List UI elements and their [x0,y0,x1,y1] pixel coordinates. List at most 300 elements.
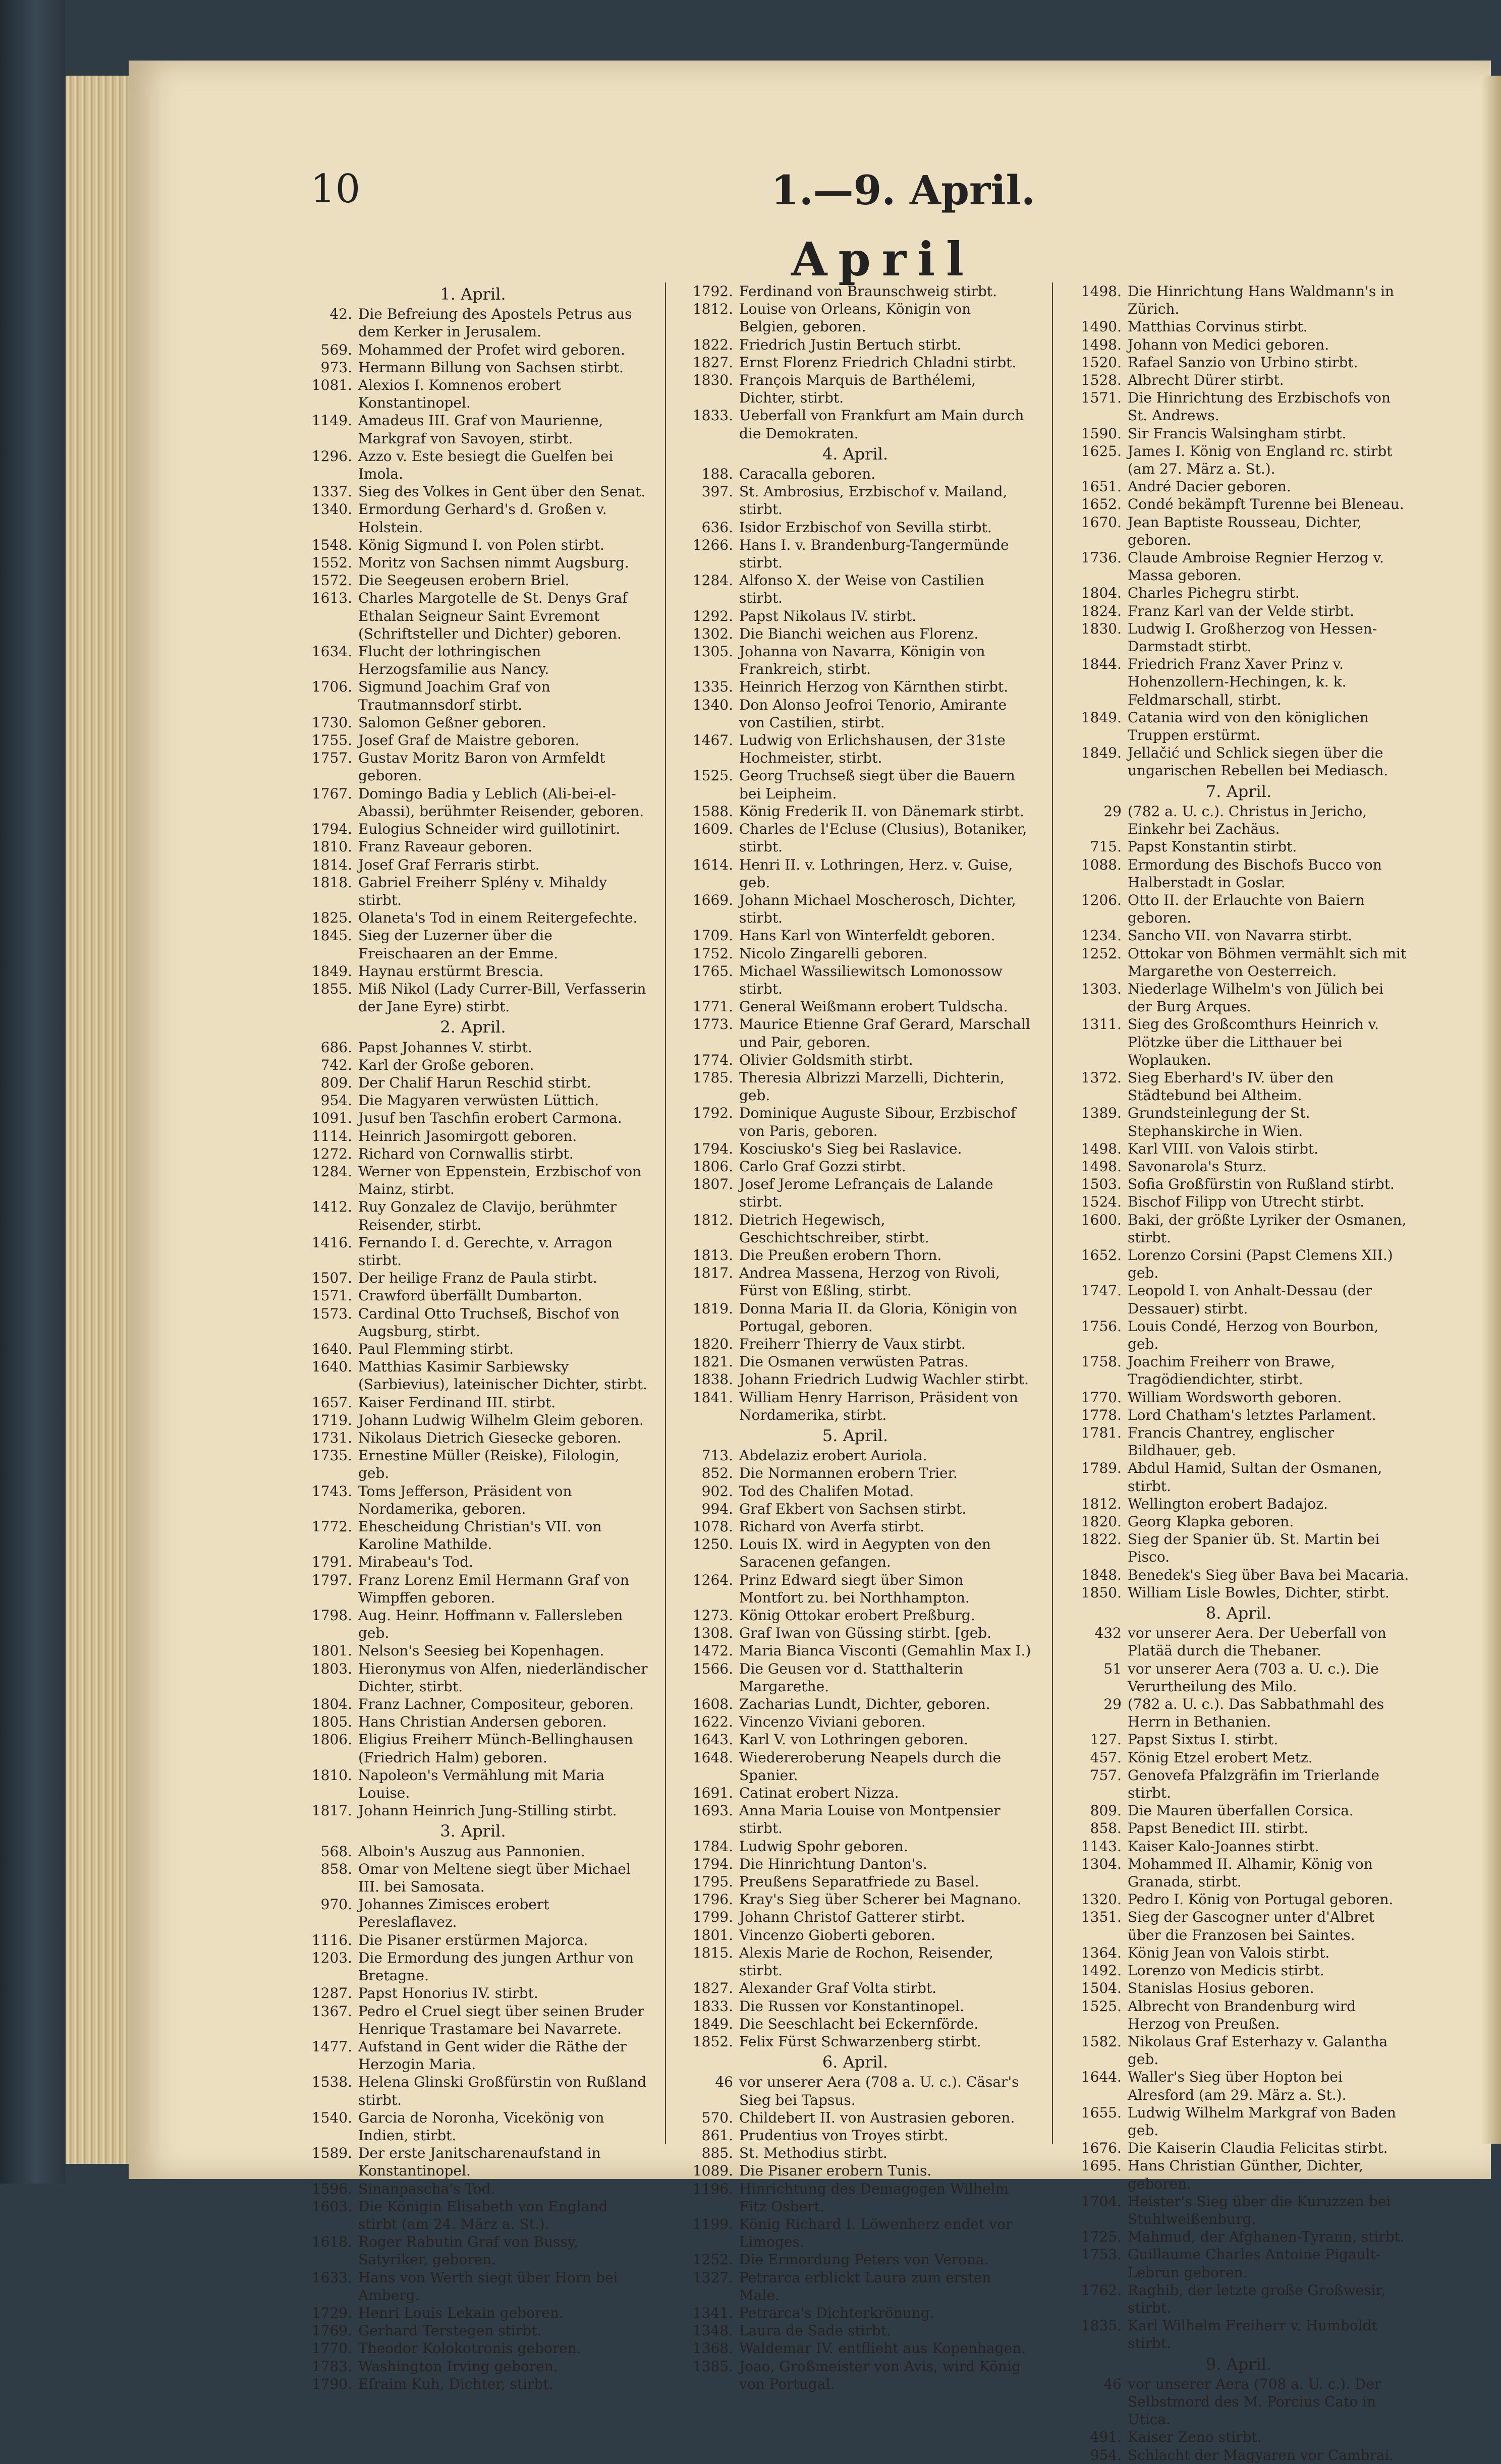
calendar-entry [1067,1282,1410,1317]
entry-year: 397. [701,483,733,500]
calendar-entry [298,1931,648,1949]
calendar-entry [298,1092,648,1109]
entry-text: Papst Nikolaus IV. stirbt. [739,607,917,624]
calendar-entry [298,1896,648,1931]
entry-year: 1833. [692,407,733,424]
entry-year: 1817. [692,1265,733,1282]
entry-text: Ermordung des Bischofs Bucco von Halberstadt in Goslar. [1128,856,1382,891]
calendar-entry [679,1335,1032,1353]
calendar-entry [679,1300,1032,1335]
calendar-entry [298,2109,648,2144]
entry-year: 1774. [692,1051,733,1068]
calendar-entry [298,341,648,359]
entry-text: Abdul Hamid, Sultan der Osmanen, stirbt. [1128,1460,1382,1495]
calendar-entry [679,2339,1032,2357]
entry-year: 1657. [311,1394,352,1411]
entry-text: Aug. Heinr. Hoffmann v. Fallersleben geb. [358,1607,623,1642]
entry-year: 1693. [692,1802,733,1819]
entry-text: Garcia de Noronha, Vicekönig von Indien, stirbt. [358,2109,604,2144]
calendar-entry [679,1607,1032,1624]
entry-year: 1305. [692,643,733,660]
entry-year: 1735. [311,1447,352,1464]
calendar-entry [679,891,1032,927]
entry-text: Hans I. v. Brandenburg-Tangermünde stirbt. [739,536,1009,571]
entry-text: Die Pisaner erobern Tunis. [739,2162,932,2180]
calendar-entry [298,2269,648,2304]
entry-text: Joachim Freiherr von Brawe, Tragödiendichter, stirbt. [1128,1353,1336,1388]
entry-year: 1765. [692,962,733,980]
entry-year: 1571. [311,1287,352,1304]
entry-text: Paul Flemming stirbt. [358,1340,514,1357]
entry-year: 1771. [692,998,733,1015]
entry-text: Louis IX. wird in Aegypten von den Saracenen gefangen. [739,1536,991,1571]
calendar-entry [298,1074,648,1092]
entry-year: 994. [701,1500,733,1517]
entry-text: Karl VIII. von Valois stirbt. [1128,1140,1319,1157]
calendar-entry [1067,2317,1410,2352]
calendar-entry [1067,2157,1410,2192]
entry-text: Wiedereroberung Neapels durch die Spanier. [739,1749,1002,1784]
calendar-entry [679,1264,1032,1299]
entry-text: Hermann Billung von Sachsen stirbt. [358,359,624,376]
entry-year: 1819. [692,1300,733,1317]
entry-year: 1634. [311,643,352,660]
calendar-entry [679,1069,1032,1104]
calendar-entry [1067,1193,1410,1211]
entry-text: Theresia Albrizzi Marzelli, Dichterin, geb. [739,1069,1005,1104]
entry-year: 1472. [692,1642,733,1659]
entry-year: 1335. [692,678,733,696]
calendar-entry [1067,980,1410,1015]
calendar-entry [298,1553,648,1571]
calendar-entry [298,1713,648,1731]
entry-year: 1822. [1081,1531,1122,1548]
entry-text: Alboin's Auszug aus Pannonien. [358,1843,585,1860]
entry-text: Papst Johannes V. stirbt. [358,1039,532,1056]
entry-year: 1729. [311,2304,352,2321]
entry-text: Freiherr Thierry de Vaux stirbt. [739,1335,966,1352]
entry-year: 1852. [692,2033,733,2050]
entry-text: Catinat erobert Nizza. [739,1785,899,1802]
calendar-entry [298,749,648,784]
calendar-entry [298,1039,648,1056]
entry-year: 1818. [311,874,352,891]
calendar-entry [679,1500,1032,1518]
calendar-entry [298,962,648,980]
calendar-entry [298,1429,648,1447]
calendar-entry [298,714,648,731]
calendar-entry [1067,744,1410,779]
calendar-entry [298,820,648,838]
column-1 [298,282,648,2393]
calendar-entry [679,1624,1032,1642]
entry-year: 1566. [692,1660,733,1677]
calendar-entry [1067,1838,1410,1855]
entry-text: Gerhard Terstegen stirbt. [358,2322,542,2339]
entry-text: Der heilige Franz de Paula stirbt. [358,1270,597,1287]
entry-year: 1849. [1081,744,1122,762]
entry-text: Bischof Filipp von Utrecht stirbt. [1128,1193,1365,1211]
entry-text: Ludwig Wilhelm Markgraf von Baden geb. [1128,2104,1396,2139]
calendar-entry [298,571,648,589]
entry-text: Sinanpascha's Tod. [358,2180,495,2197]
calendar-entry [1067,1158,1410,1175]
entry-text: Johann Ludwig Wilhelm Gleim geboren. [358,1411,644,1428]
calendar-entry [1067,354,1410,371]
entry-year: 1498. [1081,336,1122,353]
entry-text: Condé bekämpft Turenne bei Bleneau. [1128,496,1404,513]
entry-year: 1327. [692,2269,733,2286]
calendar-entry [298,1731,648,1766]
calendar-entry [298,856,648,874]
entry-text: Pedro el Cruel siegt über seinen Bruder Henrique Trastamare bei Navarrete. [358,2002,644,2037]
entry-text: Ermordung Gerhard's d. Großen v. Holstein. [358,501,607,536]
entry-text: Johann Christof Gatterer stirbt. [739,1909,965,1926]
calendar-entry [1067,2193,1410,2228]
entry-text: William Wordsworth geboren. [1128,1389,1342,1406]
entry-text: König Etzel erobert Metz. [1128,1749,1313,1766]
entry-year: 1272. [311,1145,352,1162]
calendar-entry [1067,602,1410,620]
calendar-entry [679,1211,1032,1246]
entry-text: Childebert II. von Austrasien geboren. [739,2109,1015,2126]
entry-text: Roger Rabutin Graf von Bussy, Satyriker, geboren. [358,2233,578,2268]
calendar-entry [679,607,1032,625]
calendar-entry [1067,1175,1410,1193]
calendar-entry [298,1394,648,1411]
entry-text: Benedek's Sieg über Bava bei Macaria. [1128,1566,1409,1583]
entry-text: Alfonso X. der Weise von Castilien stirbt. [739,572,984,607]
entry-year: 1849. [311,962,352,980]
entry-text: Amadeus III. Graf von Maurienne, Markgraf von Savoyen, stirbt. [358,412,603,447]
calendar-entry [679,767,1032,802]
calendar-entry [298,2233,648,2268]
entry-text: vor unserer Aera (708 a. U. c.). Cäsar's Sieg bei Tapsus. [739,2074,1019,2108]
entry-year: 1596. [311,2180,352,2197]
entry-year: 1770. [311,2340,352,2357]
calendar-entry [679,1802,1032,1837]
entry-year: 1250. [692,1536,733,1553]
entry-year: 1817. [311,1802,352,1819]
entry-year: 1652. [1081,1246,1122,1264]
calendar-entry [298,1198,648,1233]
calendar-entry [1067,1962,1410,1979]
entry-text: Tod des Chalifen Motad. [739,1482,914,1500]
entry-text: Crawford überfällt Dumbarton. [358,1287,583,1304]
entry-text: Hans Christian Günther, Dichter, geboren. [1128,2157,1363,2192]
entry-text: König Frederik II. von Dänemark stirbt. [739,803,1024,820]
calendar-entry [298,1518,648,1553]
entry-year: 1507. [311,1270,352,1287]
calendar-entry [679,1660,1032,1695]
entry-text: König Jean von Valois stirbt. [1128,1944,1330,1961]
entry-text: Dietrich Hegewisch, Geschichtschreiber, stirbt. [739,1211,929,1246]
entry-text: Donna Maria II. da Gloria, Königin von Portugal, geboren. [739,1300,1018,1335]
entry-text: St. Methodius stirbt. [739,2145,887,2162]
entry-year: 852. [701,1465,733,1482]
entry-text: Die Ermordung Peters von Verona. [739,2251,989,2268]
entry-year: 1081. [311,377,352,394]
entry-text: Salomon Geßner geboren. [358,714,546,731]
calendar-entry [298,1802,648,1819]
entry-year: 1822. [692,336,733,353]
calendar-entry [298,2322,648,2339]
entry-text: Die Seeschlacht bei Eckernförde. [739,2015,979,2032]
calendar-entry [1067,371,1410,389]
entry-year: 1538. [311,2074,352,2091]
calendar-entry [1067,1819,1410,1837]
entry-year: 1785. [692,1069,733,1086]
entry-text: Die Osmanen verwüsten Patras. [739,1353,969,1370]
calendar-entry [679,1175,1032,1211]
calendar-entry [1067,1695,1410,1731]
calendar-entry [298,483,648,500]
entry-text: Andrea Massena, Herzog von Rivoli, Fürst von Eßling, stirbt. [739,1265,1000,1299]
entry-text: Olivier Goldsmith stirbt. [739,1051,913,1068]
entry-text: Stanislas Hosius geboren. [1128,1980,1314,1997]
entry-text: Eligius Freiherr Münch-Bellinghausen (Friedrich Halm) geboren. [358,1731,633,1766]
entry-text: Leopold I. von Anhalt-Dessau (der Dessauer) stirbt. [1128,1282,1372,1317]
entry-text: Vincenzo Viviani geboren. [739,1713,926,1731]
entry-year: 1416. [311,1234,352,1251]
entry-text: Heinrich Jasomirgott geboren. [358,1127,577,1144]
entry-year: 1825. [311,909,352,927]
entry-year: 29 [1103,803,1122,820]
entry-text: Sieg der Spanier üb. St. Martin bei Pisco. [1128,1531,1380,1566]
entry-year: 188. [701,466,733,483]
calendar-entry [298,536,648,554]
calendar-entry [298,447,648,483]
entry-year: 1704. [1081,2193,1122,2210]
calendar-entry [298,731,648,749]
entry-year: 858. [320,1860,352,1877]
column-rule [665,282,666,2144]
calendar-entry [1067,927,1410,944]
calendar-entry [679,1873,1032,1890]
entry-year: 1835. [1081,2317,1122,2334]
entry-text: Preußens Separatfriede zu Basel. [739,1873,979,1890]
entry-text: König Ottokar erobert Preßburg. [739,1607,975,1624]
entry-year: 1572. [311,572,352,589]
calendar-entry [679,1784,1032,1802]
calendar-entry [1067,1211,1410,1246]
entry-year: 1503. [1081,1176,1122,1193]
entry-text: Joao, Großmeister von Avis, wird König von Portugal. [739,2358,1021,2392]
entry-year: 1552. [311,554,352,571]
entry-year: 1772. [311,1518,352,1535]
calendar-entry [1067,2228,1410,2246]
calendar-entry [1067,1749,1410,1766]
entry-year: 1767. [311,785,352,802]
entry-year: 1234. [1081,927,1122,944]
entry-year: 1633. [311,2269,352,2286]
entry-text: Josef Graf de Maistre geboren. [358,732,580,749]
column-2 [679,282,1032,2393]
calendar-entry [679,945,1032,962]
entry-year: 1296. [311,447,352,465]
calendar-entry [679,354,1032,371]
entry-year: 1651. [1081,478,1122,495]
calendar-entry [679,300,1032,335]
calendar-entry [298,376,648,412]
entry-text: Dominique Auguste Sibour, Erzbischof von Paris, geboren. [739,1105,1016,1139]
entry-year: 1308. [692,1625,733,1642]
entry-year: 1520. [1081,354,1122,371]
calendar-entry [679,803,1032,820]
entry-text: Heinrich Herzog von Kärnthen stirbt. [739,678,1009,696]
entry-text: Die Geusen vor d. Statthalterin Margarethe. [739,1660,963,1695]
entry-year: 1850. [1081,1584,1122,1601]
entry-year: 1806. [311,1731,352,1748]
entry-year: 1467. [692,732,733,749]
month-title: April [791,232,975,286]
entry-year: 1827. [692,1980,733,1997]
entry-year: 1758. [1081,1353,1122,1370]
entry-text: Die Seegeusen erobern Briel. [358,572,570,589]
entry-year: 1756. [1081,1317,1122,1335]
entry-year: 1196. [692,2180,733,2197]
calendar-entry [679,1838,1032,1855]
calendar-entry [1067,1624,1410,1659]
entry-text: Kray's Sieg über Scherer bei Magnano. [739,1891,1022,1908]
calendar-entry [298,2358,648,2375]
entry-year: 1311. [1081,1016,1122,1033]
entry-text: Josef Jerome Lefrançais de Lalande stirbt. [739,1176,993,1211]
entry-text: Karl V. von Lothringen geboren. [739,1731,969,1748]
entry-year: 432 [1094,1625,1122,1642]
entry-year: 1794. [311,821,352,838]
calendar-entry [298,2073,648,2108]
calendar-entry [1067,513,1410,549]
entry-year: 1088. [1081,856,1122,873]
calendar-entry [1067,318,1410,335]
date-heading: 3. April. [440,1821,506,1841]
calendar-entry [1067,620,1410,655]
entry-year: 1504. [1081,1980,1122,1997]
calendar-entry [1067,1584,1410,1601]
entry-text: Matthias Kasimir Sarbiewsky (Sarbievius), lateinischer Dichter, stirbt. [358,1358,647,1393]
entry-text: Grundsteinlegung der St. Stephanskirche in Wien. [1128,1105,1310,1139]
calendar-entry [679,2162,1032,2180]
calendar-entry [679,2180,1032,2215]
entry-year: 42. [329,306,352,323]
entry-year: 1803. [311,1660,352,1677]
column-rule [1052,282,1053,2144]
calendar-entry [679,1855,1032,1873]
calendar-entry [298,500,648,536]
calendar-entry [679,465,1032,483]
entry-text: Kaiser Kalo-Joannes stirbt. [1128,1838,1319,1855]
entry-year: 1841. [692,1389,733,1406]
calendar-entry [1067,1660,1410,1695]
entry-text: Ernst Florenz Friedrich Chladni stirbt. [739,354,1017,371]
calendar-entry [298,1358,648,1393]
entry-year: 1747. [1081,1282,1122,1299]
entry-text: Flucht der lothringischen Herzogsfamilie aus Nancy. [358,643,549,678]
entry-text: Savonarola's Sturz. [1128,1158,1267,1175]
entry-text: Mohammed II. Alhamir, König von Granada, stirbt. [1128,1855,1373,1890]
entry-text: Heister's Sieg über die Kuruzzen bei Stuhlweißenburg. [1128,2193,1391,2227]
entry-text: Ruy Gonzalez de Clavijo, berühmter Reisender, stirbt. [358,1198,617,1233]
calendar-entry [679,1482,1032,1500]
entry-text: Die Normannen erobern Trier. [739,1465,958,1482]
entry-text: Niederlage Wilhelm's von Jülich bei der Burg Arques. [1128,980,1384,1015]
calendar-entry [679,1535,1032,1571]
entry-text: Karl der Große geboren. [358,1056,534,1073]
entry-text: Die Hinrichtung Danton's. [739,1855,927,1872]
entry-text: Die Pisaner erstürmen Majorca. [358,1931,588,1949]
entry-text: Die Ermordung des jungen Arthur von Bretagne. [358,1949,634,1984]
calendar-entry [1067,1513,1410,1530]
entry-year: 1648. [692,1749,733,1766]
calendar-entry [298,589,648,643]
calendar-entry [1067,891,1410,927]
entry-year: 127. [1090,1731,1122,1748]
entry-text: Albrecht Dürer stirbt. [1128,372,1284,389]
calendar-entry [298,1411,648,1429]
running-header: 1.—9. April. [771,166,1035,214]
entry-year: 686. [320,1039,352,1056]
entry-year: 1292. [692,607,733,624]
entry-year: 1815. [692,1944,733,1961]
entry-year: 1528. [1081,372,1122,389]
entry-year: 902. [701,1482,733,1500]
entry-year: 1789. [1081,1460,1122,1477]
entry-year: 861. [701,2127,733,2144]
calendar-entry [298,1340,648,1358]
entry-text: Waller's Sieg über Hopton bei Alresford (am 29. März a. St.). [1128,2069,1347,2103]
calendar-entry [1067,803,1410,838]
entry-text: Nikolaus Graf Esterhazy v. Galantha geb. [1128,2033,1388,2068]
entry-text: Waldemar IV. entflieht aus Kopenhagen. [739,2340,1026,2357]
calendar-entry [679,2322,1032,2339]
entry-year: 809. [320,1074,352,1091]
calendar-entry [679,1571,1032,1607]
entry-text: Papst Benedict III. stirbt. [1128,1820,1309,1837]
entry-text: Johannes Zimisces erobert Pereslaflavez. [358,1896,549,1931]
entry-text: Ludwig von Erlichshausen, der 31ste Hochmeister, stirbt. [739,732,1006,767]
calendar-entry [1067,1069,1410,1104]
entry-year: 1252. [692,2251,733,2268]
entry-year: 1091. [311,1110,352,1127]
calendar-entry [679,1389,1032,1424]
entry-text: Ludwig Spohr geboren. [739,1838,908,1855]
entry-year: 1814. [311,856,352,873]
entry-text: Sancho VII. von Navarra stirbt. [1128,927,1353,944]
entry-text: Rafael Sanzio von Urbino stirbt. [1128,354,1358,371]
calendar-entry [679,1051,1032,1069]
date-heading: 6. April. [822,2052,888,2072]
entry-text: Michael Wassiliewitsch Lomonossow stirbt. [739,962,1003,997]
calendar-entry [679,643,1032,678]
entry-year: 1794. [692,1855,733,1872]
entry-year: 1807. [692,1176,733,1193]
entry-text: Claude Ambroise Regnier Herzog v. Massa geboren. [1128,549,1384,584]
calendar-entry [298,980,648,1015]
entry-year: 1089. [692,2162,733,2180]
calendar-entry [679,1370,1032,1388]
entry-text: Prudentius von Troyes stirbt. [739,2127,949,2144]
entry-year: 713. [701,1447,733,1464]
entry-text: Sieg des Volkes in Gent über den Senat. [358,483,646,500]
date-heading: 2. April. [440,1017,506,1037]
entry-year: 1844. [1081,656,1122,673]
calendar-entry [679,2358,1032,2393]
entry-text: Francis Chantrey, englischer Bildhauer, geb. [1128,1424,1335,1459]
entry-year: 1792. [692,283,733,300]
entry-year: 1582. [1081,2033,1122,2050]
calendar-entry [679,1695,1032,1713]
